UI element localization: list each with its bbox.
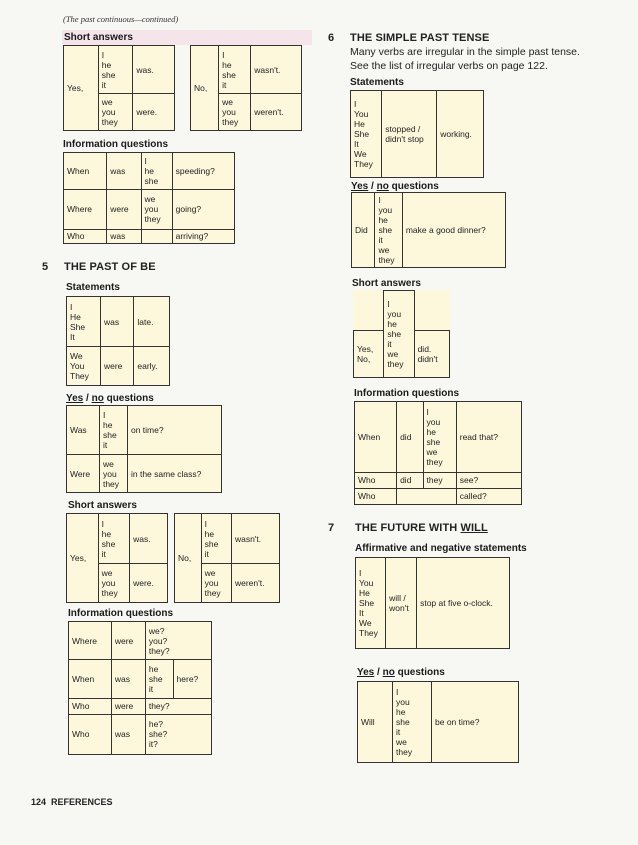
- wh-word: Who: [355, 472, 397, 488]
- wh-word: Where: [64, 190, 107, 229]
- were-cell: were.: [133, 94, 175, 131]
- subjects-singular: I He She It: [67, 297, 101, 347]
- werent-cell: weren't.: [231, 564, 279, 603]
- simple-past-yn-table: [351, 192, 506, 268]
- info-questions-heading: Information questions: [63, 139, 168, 150]
- complement: in the same class?: [127, 455, 221, 493]
- section-7-number: 7: [328, 522, 335, 534]
- simple-past-short-table: [353, 290, 450, 378]
- aux: were: [111, 698, 145, 714]
- subjects: they?: [145, 698, 211, 714]
- subjects: [141, 229, 172, 244]
- wh-word: Who: [355, 488, 397, 504]
- wh-word: When: [69, 660, 112, 698]
- did-didnt-cell: did. didn't: [414, 331, 449, 378]
- aux: was: [107, 153, 141, 190]
- rest: here?: [173, 660, 211, 698]
- rest: speeding?: [172, 153, 234, 190]
- subject-group-2: we you they: [219, 94, 251, 131]
- subject-group-1: I he she it: [98, 46, 133, 94]
- subjects: I you he she it we they: [393, 682, 432, 763]
- rest: arriving?: [172, 229, 234, 244]
- statements-heading: Statements: [66, 282, 120, 293]
- section-6-title: THE SIMPLE PAST TENSE: [350, 32, 490, 44]
- short-answers-heading: Short answers: [352, 278, 421, 289]
- aux-were: Were: [67, 455, 100, 493]
- was-cell: was.: [133, 46, 175, 94]
- no-cell: No,: [191, 46, 219, 131]
- subjects: I you he she it we they: [375, 193, 402, 268]
- verb-was: was: [100, 297, 133, 347]
- aux-will: Will: [358, 682, 393, 763]
- rest: called?: [456, 488, 521, 504]
- continued-note: (The past continuous—continued): [63, 14, 179, 24]
- info-questions-table-1: [63, 152, 235, 244]
- footer-label: REFERENCES: [51, 797, 113, 807]
- subject-group-2: we you they: [98, 94, 133, 131]
- section-5-title: THE PAST OF BE: [64, 261, 156, 273]
- yes-no-questions-heading: Yes / no questions: [66, 393, 154, 404]
- rest: stop at five o-clock.: [417, 558, 510, 649]
- yes-no-cell: Yes, No,: [354, 331, 384, 378]
- section-6-intro: Many verbs are irregular in the simple past tense. See the list of irregular verbs on page 122.: [350, 46, 580, 72]
- complement: early.: [134, 347, 170, 386]
- subjects-plural: we you they: [99, 455, 127, 493]
- subject-group-1: I he she it: [201, 514, 231, 564]
- wh-word: Who: [69, 698, 112, 714]
- subjects: I you he she we they: [423, 402, 456, 473]
- short-answers-heading: Short answers: [68, 500, 137, 511]
- rest: see?: [456, 472, 521, 488]
- subjects-plural: We You They: [67, 347, 101, 386]
- future-will-statements-table: [355, 557, 510, 649]
- subjects: they: [423, 472, 456, 488]
- past-be-short-no-table: [174, 513, 280, 603]
- section-7-title: THE FUTURE WITH WILL: [355, 522, 488, 534]
- past-be-info-table: [68, 621, 212, 755]
- wasnt-cell: wasn't.: [251, 46, 302, 94]
- info-questions-heading: Information questions: [68, 608, 173, 619]
- past-be-statements-table: [66, 296, 170, 386]
- short-answers-no-table: [190, 45, 302, 131]
- section-5-number: 5: [42, 261, 49, 273]
- aux: did: [397, 472, 423, 488]
- past-be-short-yes-table: [66, 513, 168, 603]
- page-number: 124: [31, 797, 47, 807]
- rest: make a good dinner?: [402, 193, 505, 268]
- subjects: we? you? they?: [145, 622, 211, 660]
- subjects: he? she? it?: [145, 714, 211, 754]
- wh-word: Who: [69, 714, 112, 754]
- aux: were: [107, 190, 141, 229]
- verb-were: were: [100, 347, 133, 386]
- section-6-number: 6: [328, 32, 335, 44]
- short-answers-yes-table: [63, 45, 175, 131]
- subjects: I You He She It We They: [351, 91, 382, 178]
- verbs: stopped / didn't stop: [382, 91, 437, 178]
- aux-did: Did: [352, 193, 375, 268]
- subjects: he she it: [145, 660, 173, 698]
- subjects: I you he she it we they: [384, 291, 414, 378]
- werent-cell: weren't.: [251, 94, 302, 131]
- yes-cell: Yes,: [67, 514, 99, 603]
- aux: did: [397, 402, 423, 473]
- yes-no-questions-heading: Yes / no questions: [351, 181, 439, 192]
- rest: working.: [437, 91, 484, 178]
- rest: be on time?: [432, 682, 519, 763]
- yes-no-questions-heading: Yes / no questions: [357, 667, 445, 678]
- aux-was: Was: [67, 406, 100, 455]
- subject-group-2: we you they: [201, 564, 231, 603]
- aux: were: [111, 622, 145, 660]
- simple-past-info-table: [354, 401, 522, 505]
- subject-group-2: we you they: [98, 564, 129, 603]
- wh-word: When: [355, 402, 397, 473]
- subject-group-1: I he she it: [219, 46, 251, 94]
- yes-cell: Yes,: [64, 46, 99, 131]
- info-questions-heading: Information questions: [354, 388, 459, 399]
- wasnt-cell: wasn't.: [231, 514, 279, 564]
- verbs: will / won't: [386, 558, 417, 649]
- wh-word: When: [64, 153, 107, 190]
- subjects: I You He She It We They: [356, 558, 386, 649]
- simple-past-statements-table: [350, 90, 484, 178]
- wh-word: Who: [64, 229, 107, 244]
- rest: going?: [172, 190, 234, 229]
- rest: read that?: [456, 402, 521, 473]
- affirmative-negative-heading: Affirmative and negative statements: [355, 543, 527, 554]
- short-answers-heading: Short answers: [62, 30, 312, 45]
- were-cell: were.: [130, 564, 168, 603]
- page-footer: [31, 797, 113, 807]
- aux: was: [111, 660, 145, 698]
- statements-heading: Statements: [350, 77, 404, 88]
- aux: was: [107, 229, 141, 244]
- wh-word: Where: [69, 622, 112, 660]
- complement: late.: [134, 297, 170, 347]
- past-be-yn-table: [66, 405, 222, 493]
- aux: was: [111, 714, 145, 754]
- subject-group-1: I he she it: [98, 514, 129, 564]
- subjects: we you they: [141, 190, 172, 229]
- no-cell: No,: [175, 514, 202, 603]
- subjects: I he she: [141, 153, 172, 190]
- future-will-yn-table: [357, 681, 519, 763]
- was-cell: was.: [130, 514, 168, 564]
- complement: on time?: [127, 406, 221, 455]
- subjects-singular: I he she it: [99, 406, 127, 455]
